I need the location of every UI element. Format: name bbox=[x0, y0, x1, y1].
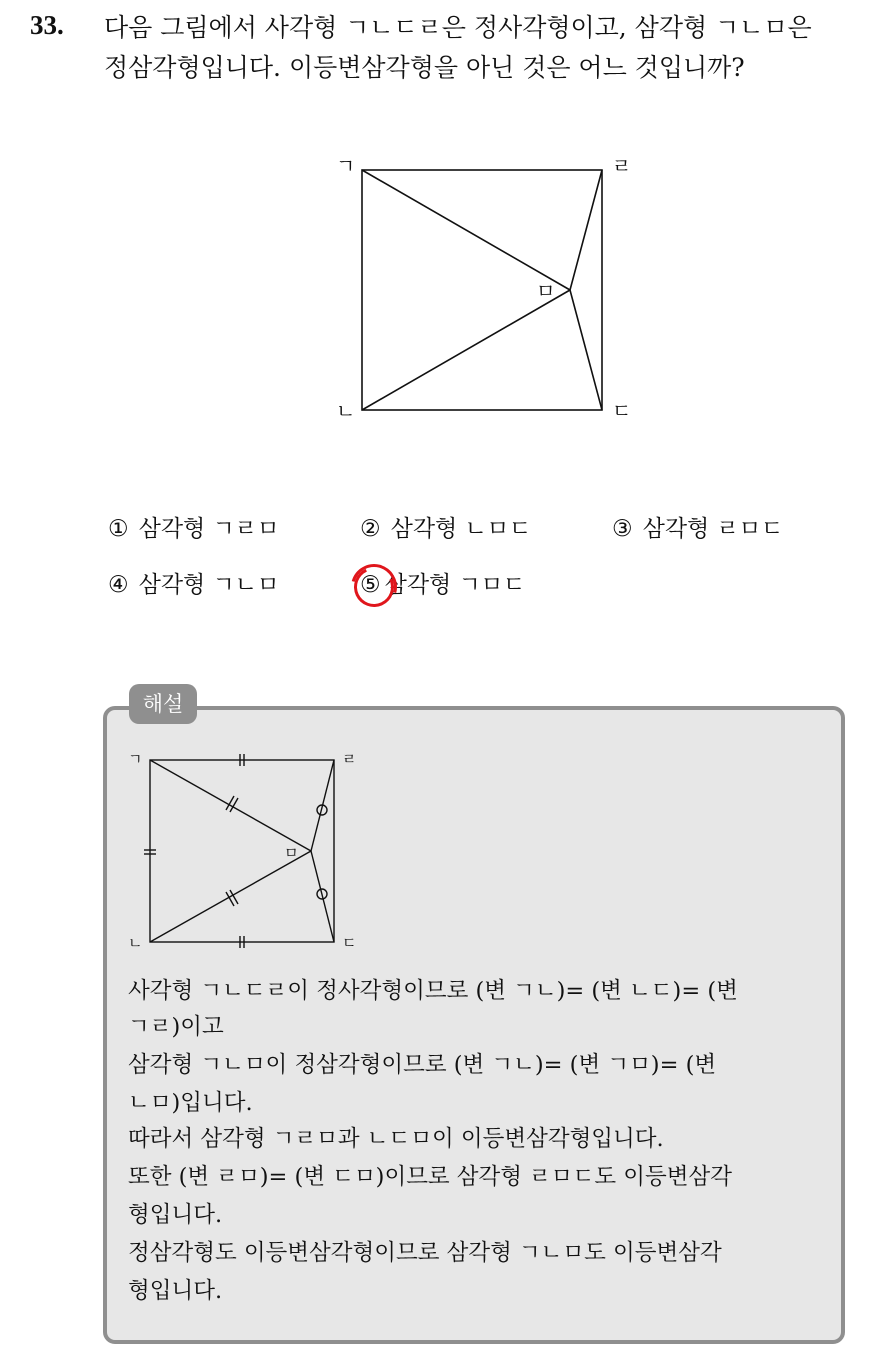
solution-line-7: 형입니다. bbox=[128, 1202, 223, 1228]
solution-line-2: ㄱㄹ)이고 bbox=[128, 1014, 224, 1040]
choice-4-number: ④ bbox=[108, 572, 129, 598]
question-number: 33. bbox=[30, 10, 64, 40]
solution-vertex-d: ㄷ bbox=[342, 934, 357, 952]
solution-segment-n-m bbox=[150, 851, 311, 942]
vertex-label-n: ㄴ bbox=[336, 399, 356, 423]
solution-vertex-n: ㄴ bbox=[128, 934, 143, 952]
choice-1-text: 삼각형 ㄱㄹㅁ bbox=[138, 516, 280, 542]
choice-5-number-glyph: ⑤ bbox=[360, 572, 381, 598]
vertex-label-r: ㄹ bbox=[612, 154, 632, 178]
solution-line-5: 따라서 삼각형 ㄱㄹㅁ과 ㄴㄷㅁ이 이등변삼각형입니다. bbox=[128, 1126, 664, 1152]
vertex-label-g: ㄱ bbox=[336, 154, 356, 178]
solution-line-9: 형입니다. bbox=[128, 1278, 223, 1304]
choice-3-number: ③ bbox=[612, 516, 633, 542]
solution-vertex-g: ㄱ bbox=[128, 750, 143, 768]
vertex-label-d: ㄷ bbox=[612, 399, 632, 423]
solution-tab: 해설 bbox=[129, 684, 197, 724]
solution-vertex-m: ㅁ bbox=[284, 844, 299, 862]
solution-segment-d-m bbox=[311, 851, 334, 942]
vertex-label-m: ㅁ bbox=[536, 279, 556, 303]
choice-2-text: 삼각형 ㄴㅁㄷ bbox=[390, 516, 532, 542]
choice-3-text: 삼각형 ㄹㅁㄷ bbox=[642, 516, 784, 542]
solution-line-6: 또한 (변 ㄹㅁ)= (변 ㄷㅁ)이므로 삼각형 ㄹㅁㄷ도 이등변삼각 bbox=[128, 1164, 732, 1190]
choice-5-text: 삼각형 ㄱㅁㄷ bbox=[384, 572, 526, 598]
solution-vertex-r: ㄹ bbox=[342, 750, 357, 768]
choice-4-text: 삼각형 ㄱㄴㅁ bbox=[138, 572, 280, 598]
question-text-line-2: 정삼각형입니다. 이등변삼각형을 아닌 것은 어느 것입니까? bbox=[104, 53, 745, 82]
solution-square bbox=[150, 760, 334, 942]
solution-line-4: ㄴㅁ)입니다. bbox=[128, 1090, 253, 1116]
solution-line-3: 삼각형 ㄱㄴㅁ이 정삼각형이므로 (변 ㄱㄴ)= (변 ㄱㅁ)= (변 bbox=[128, 1052, 717, 1078]
choice-1-number: ① bbox=[108, 516, 129, 542]
solution-segment-g-m bbox=[150, 760, 311, 851]
solution-line-1: 사각형 ㄱㄴㄷㄹ이 정사각형이므로 (변 ㄱㄴ)= (변 ㄴㄷ)= (변 bbox=[128, 978, 738, 1004]
question-text-line-1: 다음 그림에서 사각형 ㄱㄴㄷㄹ은 정사각형이고, 삼각형 ㄱㄴㅁ은 bbox=[104, 13, 812, 42]
solution-line-8: 정삼각형도 이등변삼각형이므로 삼각형 ㄱㄴㅁ도 이등변삼각 bbox=[128, 1240, 722, 1266]
choice-2-number: ② bbox=[360, 516, 381, 542]
